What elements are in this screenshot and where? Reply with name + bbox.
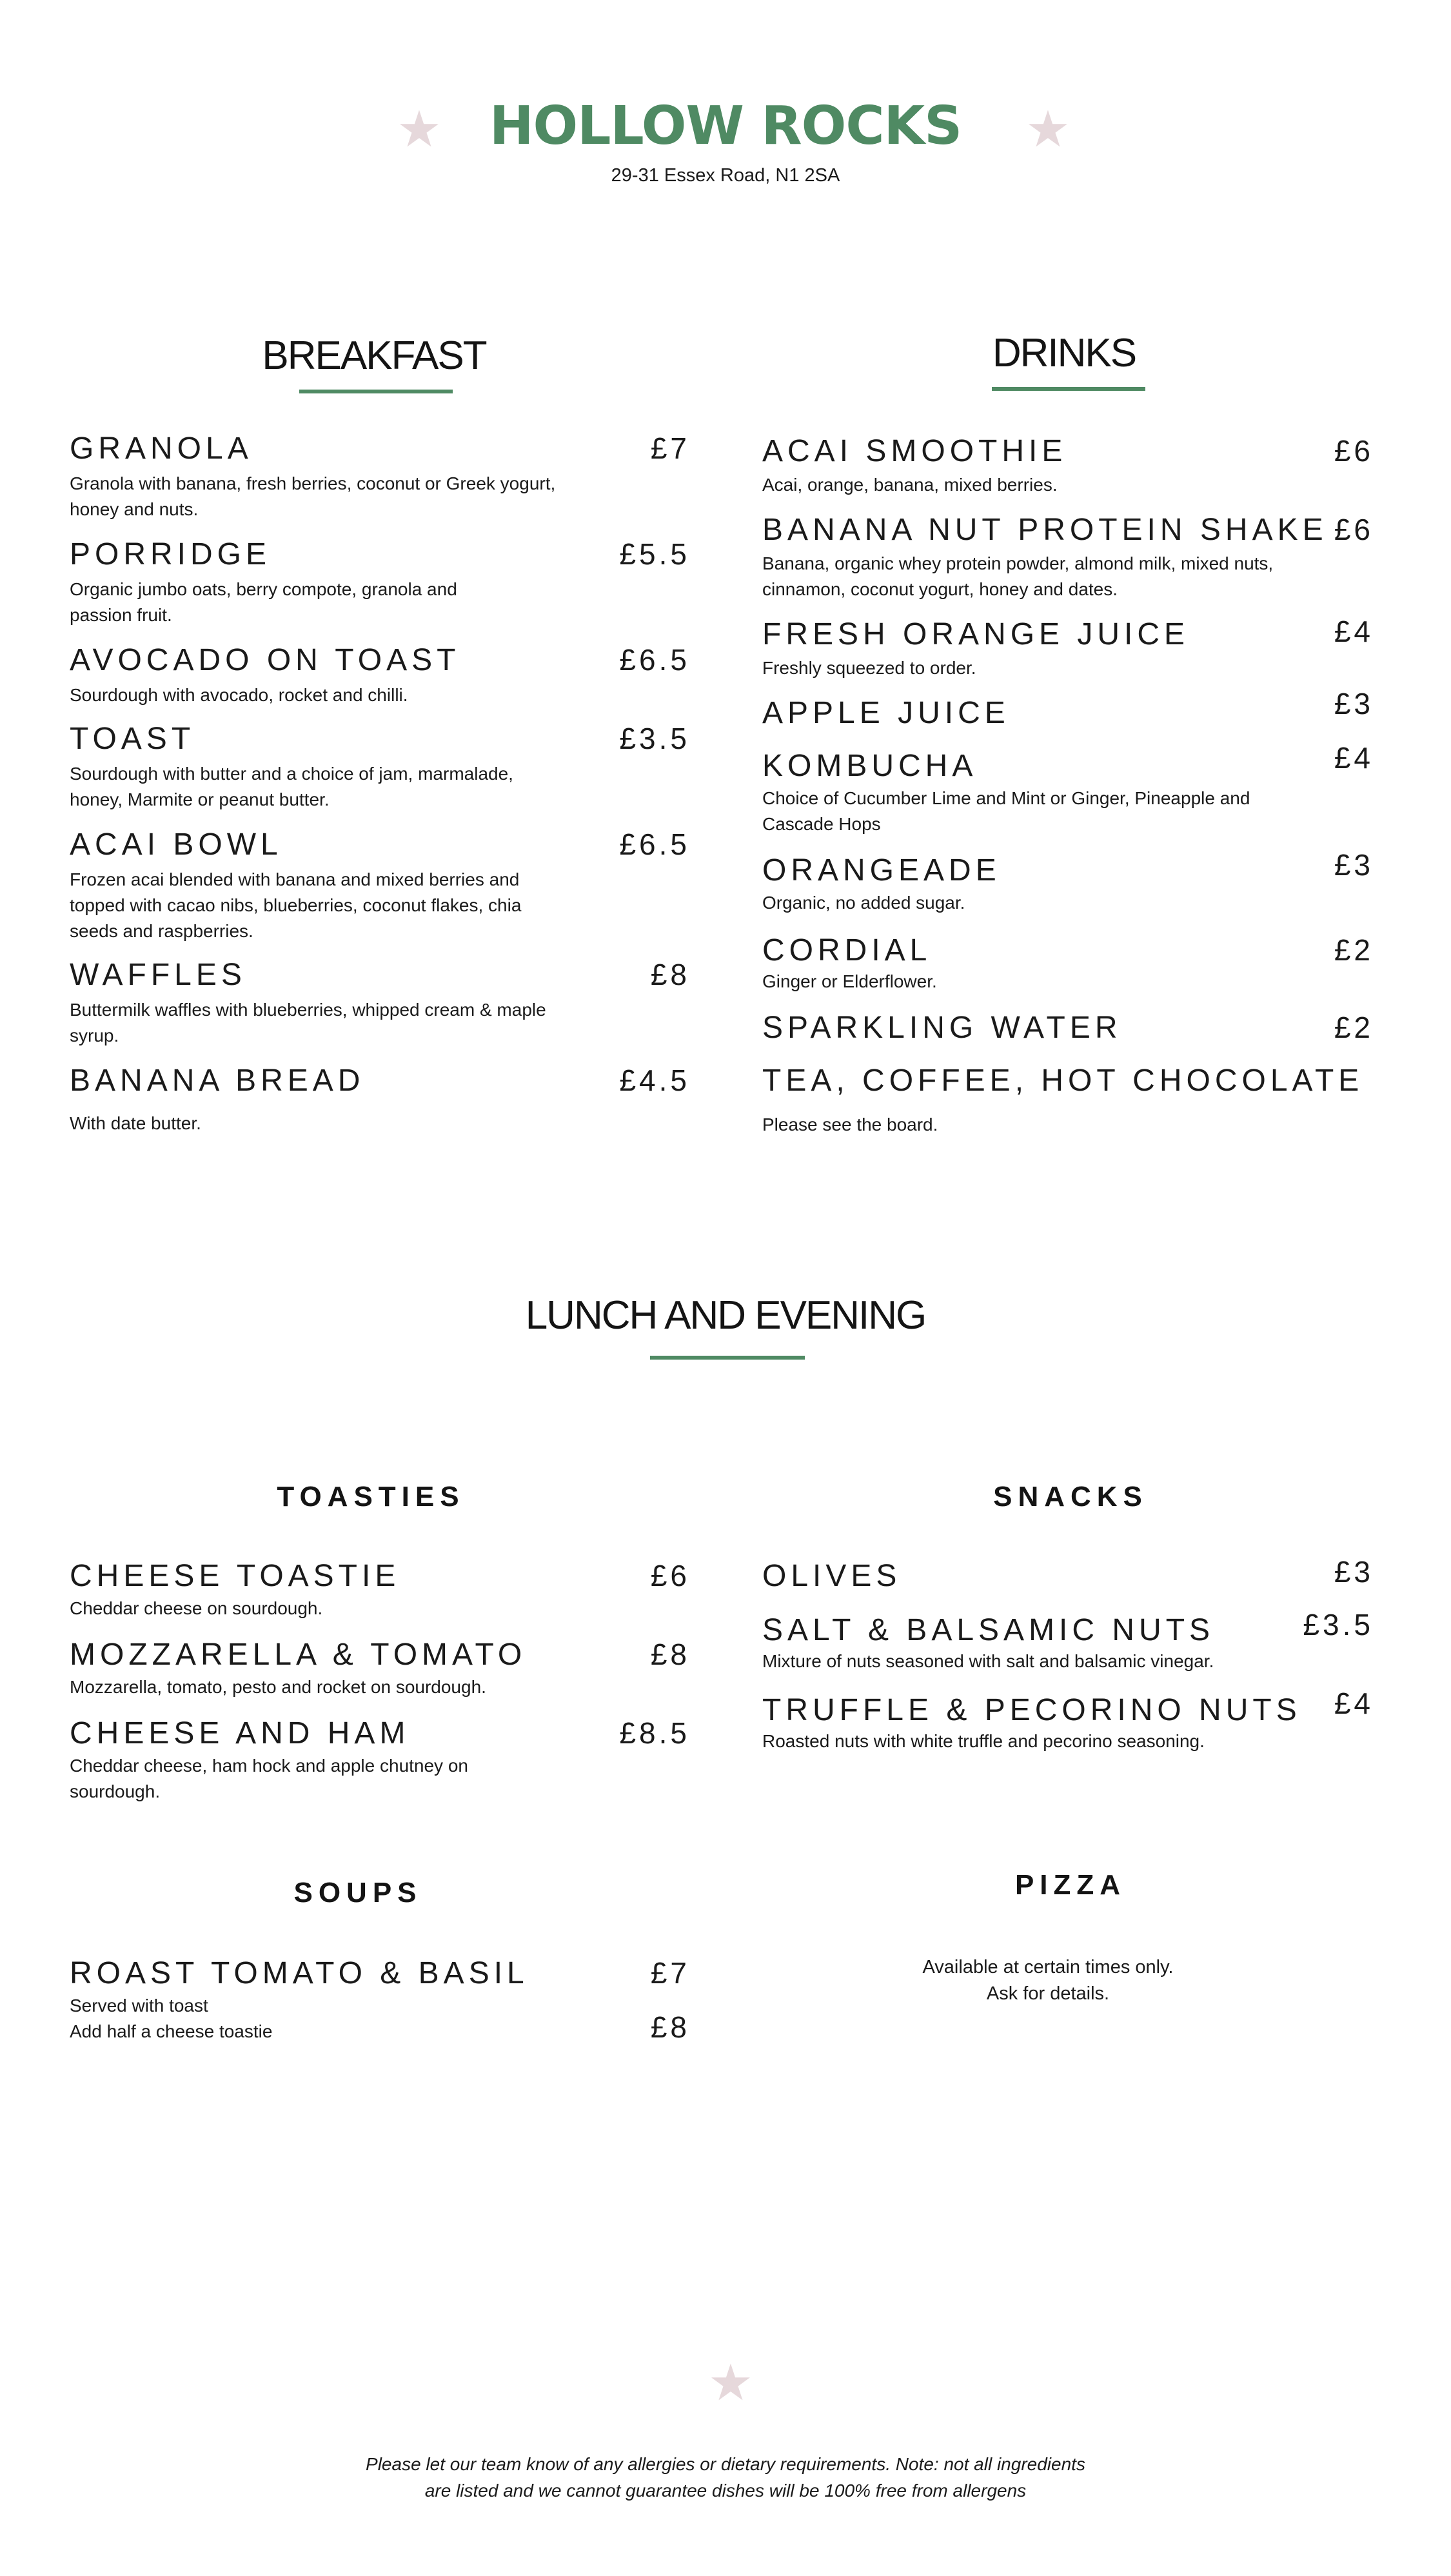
menu-item-name: MOZZARELLA & TOMATO — [70, 1638, 527, 1672]
menu-item-price: £7 — [650, 431, 690, 465]
menu-item-description: Cheddar cheese on sourdough. — [70, 1598, 323, 1618]
menu-item-name: WAFFLES — [70, 958, 246, 992]
menu-item-price: £5.5 — [619, 537, 690, 571]
menu-item-price: £2 — [1334, 1011, 1374, 1044]
menu-item-description: Roasted nuts with white truffle and pecorino seasoning. — [762, 1731, 1205, 1751]
menu-item-name: APPLE JUICE — [762, 696, 1010, 730]
menu-item-extra-price: £8 — [650, 2010, 690, 2044]
menu-item-description: Frozen acai blended with banana and mixed berries and topped with cacao nibs, blueberries, coconut flakes, chia seeds and raspberries. — [70, 869, 522, 941]
menu-item-name: GRANOLA — [70, 431, 253, 466]
menu-item-name: BANANA BREAD — [70, 1064, 365, 1098]
menu-item-description: Mozzarella, tomato, pesto and rocket on sourdough. — [70, 1677, 486, 1697]
soups-heading: SOUPS — [293, 1877, 422, 1908]
menu-item-price: £7 — [650, 1956, 690, 1990]
menu-item-price: £8 — [650, 958, 690, 991]
menu-item-price: £2 — [1334, 933, 1374, 967]
menu-item-name: ORANGEADE — [762, 853, 1001, 887]
snacks-heading: SNACKS — [993, 1481, 1148, 1512]
menu-item-name: OLIVES — [762, 1559, 902, 1593]
allergy-notice-line1: Please let our team know of any allergies or dietary requirements. Note: not all ingredients — [366, 2454, 1085, 2474]
menu-item-name: BANANA NUT PROTEIN SHAKE — [762, 513, 1328, 547]
pizza-note-line1: Available at certain times only. — [922, 1957, 1174, 1977]
menu-item-name: SALT & BALSAMIC NUTS — [762, 1613, 1215, 1647]
menu-item-price: £8 — [650, 1638, 690, 1671]
allergy-notice-line2: are listed and we cannot guarantee dishes will be 100% free from allergens — [424, 2481, 1027, 2501]
menu-item-price: £6 — [1334, 513, 1374, 546]
menu-item-price: £6 — [650, 1559, 690, 1592]
star-footer-icon: ★ — [708, 2354, 753, 2412]
menu-item-extra-description: Add half a cheese toastie — [70, 2021, 273, 2041]
lunch-evening-heading: LUNCH AND EVENING — [525, 1293, 926, 1338]
menu-item-description: Freshly squeezed to order. — [762, 658, 976, 678]
menu-item-name: TOAST — [70, 722, 195, 756]
menu-item-description: Ginger or Elderflower. — [762, 971, 937, 991]
menu-item-name: ACAI SMOOTHIE — [762, 434, 1067, 468]
drinks-underline — [992, 387, 1145, 391]
menu-item-price: £6.5 — [619, 827, 690, 861]
menu-item-price: £3 — [1334, 1555, 1374, 1589]
menu-item-description: Buttermilk waffles with blueberries, whipped cream & maple syrup. — [70, 1000, 546, 1045]
menu-item-price: £4 — [1334, 1687, 1374, 1720]
menu-item-name: SPARKLING WATER — [762, 1011, 1122, 1045]
menu-item-description: Served with toast — [70, 1996, 208, 2016]
star-right-icon: ★ — [1025, 101, 1071, 159]
menu-item-price: £3.5 — [1303, 1608, 1374, 1641]
menu-item-name: TEA, COFFEE, HOT CHOCOLATE — [762, 1064, 1364, 1098]
menu-item-description: Choice of Cucumber Lime and Mint or Ginger, Pineapple and Cascade Hops — [762, 788, 1250, 834]
menu-item-price: £4 — [1334, 615, 1374, 648]
menu-item-price: £6.5 — [619, 643, 690, 677]
pizza-heading: PIZZA — [1014, 1869, 1127, 1901]
menu-item-name: FRESH ORANGE JUICE — [762, 617, 1190, 651]
restaurant-name: HOLLOW ROCKS — [489, 95, 962, 157]
menu-item-name: CORDIAL — [762, 933, 932, 967]
menu-item-price: £4 — [1334, 741, 1374, 775]
menu-item-description: Mixture of nuts seasoned with salt and balsamic vinegar. — [762, 1651, 1214, 1671]
pizza-note-line2: Ask for details. — [986, 1983, 1110, 2004]
toasties-heading: TOASTIES — [277, 1481, 465, 1512]
menu-item-description: With date butter. — [70, 1113, 201, 1133]
menu-item-price: £6 — [1334, 434, 1374, 468]
menu-item-description: Sourdough with butter and a choice of jam, marmalade, honey, Marmite or peanut butter. — [70, 764, 513, 809]
menu-item-name: TRUFFLE & PECORINO NUTS — [762, 1693, 1301, 1727]
breakfast-heading: BREAKFAST — [262, 333, 486, 378]
menu-item-name: CHEESE AND HAM — [70, 1716, 410, 1750]
star-left-icon: ★ — [397, 101, 442, 159]
restaurant-address: 29-31 Essex Road, N1 2SA — [611, 165, 840, 186]
menu-item-name: AVOCADO ON TOAST — [70, 643, 460, 677]
menu-item-description: Granola with banana, fresh berries, coconut or Greek yogurt, honey and nuts. — [70, 473, 556, 519]
menu-item-price: £3 — [1334, 848, 1374, 882]
menu-item-price: £8.5 — [619, 1716, 690, 1750]
menu-item-name: ACAI BOWL — [70, 827, 282, 862]
menu-item-name: ROAST TOMATO & BASIL — [70, 1956, 529, 1990]
drinks-heading: DRINKS — [992, 331, 1136, 375]
menu-item-description: Acai, orange, banana, mixed berries. — [762, 475, 1058, 495]
menu-item-price: £4.5 — [619, 1064, 690, 1097]
menu-item-description: Banana, organic whey protein powder, almond milk, mixed nuts, cinnamon, coconut yogurt, honey and dates. — [762, 553, 1274, 599]
menu-item-description: Cheddar cheese, ham hock and apple chutney on sourdough. — [70, 1756, 468, 1801]
menu-item-description: Organic jumbo oats, berry compote, granola and passion fruit. — [70, 579, 457, 625]
menu-item-price: £3 — [1334, 687, 1374, 720]
menu-item-description: Organic, no added sugar. — [762, 893, 965, 913]
menu-item-name: CHEESE TOASTIE — [70, 1559, 400, 1593]
lunch-evening-underline — [650, 1356, 805, 1360]
menu-item-description: Sourdough with avocado, rocket and chilli. — [70, 685, 408, 705]
menu-item-name: PORRIDGE — [70, 537, 271, 571]
breakfast-underline — [299, 390, 453, 393]
menu-item-description: Please see the board. — [762, 1115, 938, 1134]
pizza-note — [854, 1954, 1241, 2007]
allergy-notice — [0, 2451, 1451, 2504]
menu-item-name: KOMBUCHA — [762, 749, 978, 783]
menu-item-price: £3.5 — [619, 722, 690, 755]
